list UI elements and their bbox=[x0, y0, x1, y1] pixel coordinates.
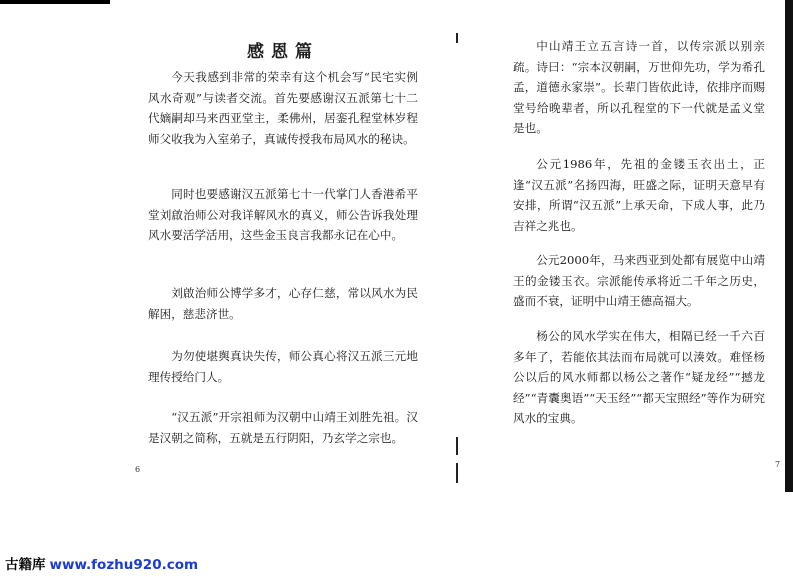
scan-right-edge bbox=[785, 0, 793, 492]
gutter-mark bbox=[456, 33, 458, 43]
paragraph: 刘啟治师公博学多才，心存仁慈，常以风水为民解困，慈悲济世。 bbox=[148, 286, 418, 321]
scan-edge-mark bbox=[0, 0, 110, 4]
paragraph: 今天我感到非常的荣幸有这个机会写“民宅实例风水奇观”与读者交流。首先要感谢汉五派第七十二代嫡嗣却马来西亚堂主，柔佛州，居銮孔程堂林岁程师父收我为入室弟子，真诚传授我布局风水的秘诀。 bbox=[148, 70, 418, 146]
site-url: www.fozhu920.com bbox=[49, 557, 199, 573]
page-title: 感恩篇 bbox=[247, 42, 319, 62]
site-name: 古籍库 bbox=[5, 557, 46, 573]
paragraph: 公元1986年，先祖的金镂玉衣出土，正逢“汉五派”名扬四海，旺盛之际，证明天意早有安排，所谓“汉五派”上承天命，下成人事，此乃吉祥之兆也。 bbox=[513, 157, 765, 233]
gutter-mark bbox=[456, 437, 458, 455]
watermark-footer bbox=[0, 554, 232, 577]
paragraph: 为勿使堪舆真诀失传，师公真心将汉五派三元地理传授给门人。 bbox=[148, 349, 418, 384]
paragraph: 同时也要感谢汉五派第七十一代掌门人香港希平堂刘啟治师公对我详解风水的真义，师公告诉我处理风水要活学活用，这些金玉良言我都永记在心中。 bbox=[148, 187, 418, 243]
paragraph: 杨公的风水学实在伟大，相隔已经一千六百多年了，若能依其法而布局就可以湊效。难怪杨公以后的风水师都以杨公之著作“疑龙经”“撼龙经”“青囊奥语”“天玉经”“都天宝照经”等作为研究风水的宝典。 bbox=[513, 329, 765, 426]
gutter-mark bbox=[456, 463, 458, 483]
paragraph: 中山靖王立五言诗一首，以传宗派以别亲疏。诗曰：“宗本汉朝嗣，万世仰先功，学为希孔孟，道德永家崇”。长辈门皆依此诗，依排序而赐堂号给晚辈者，所以孔程堂的下一代就是孟义堂是也。 bbox=[513, 39, 765, 136]
page-number: 6 bbox=[135, 465, 141, 474]
page-number: 7 bbox=[775, 460, 781, 469]
paragraph: “汉五派”开宗祖师为汉朝中山靖王刘胜先祖。汉是汉朝之简称，五就是五行阴阳，乃玄学之宗也。 bbox=[148, 410, 418, 445]
paragraph: 公元2000年，马来西亚到处都有展览中山靖王的金镂玉衣。宗派能传承将近二千年之历史，盛而不衰，证明中山靖王德高福大。 bbox=[513, 253, 765, 309]
